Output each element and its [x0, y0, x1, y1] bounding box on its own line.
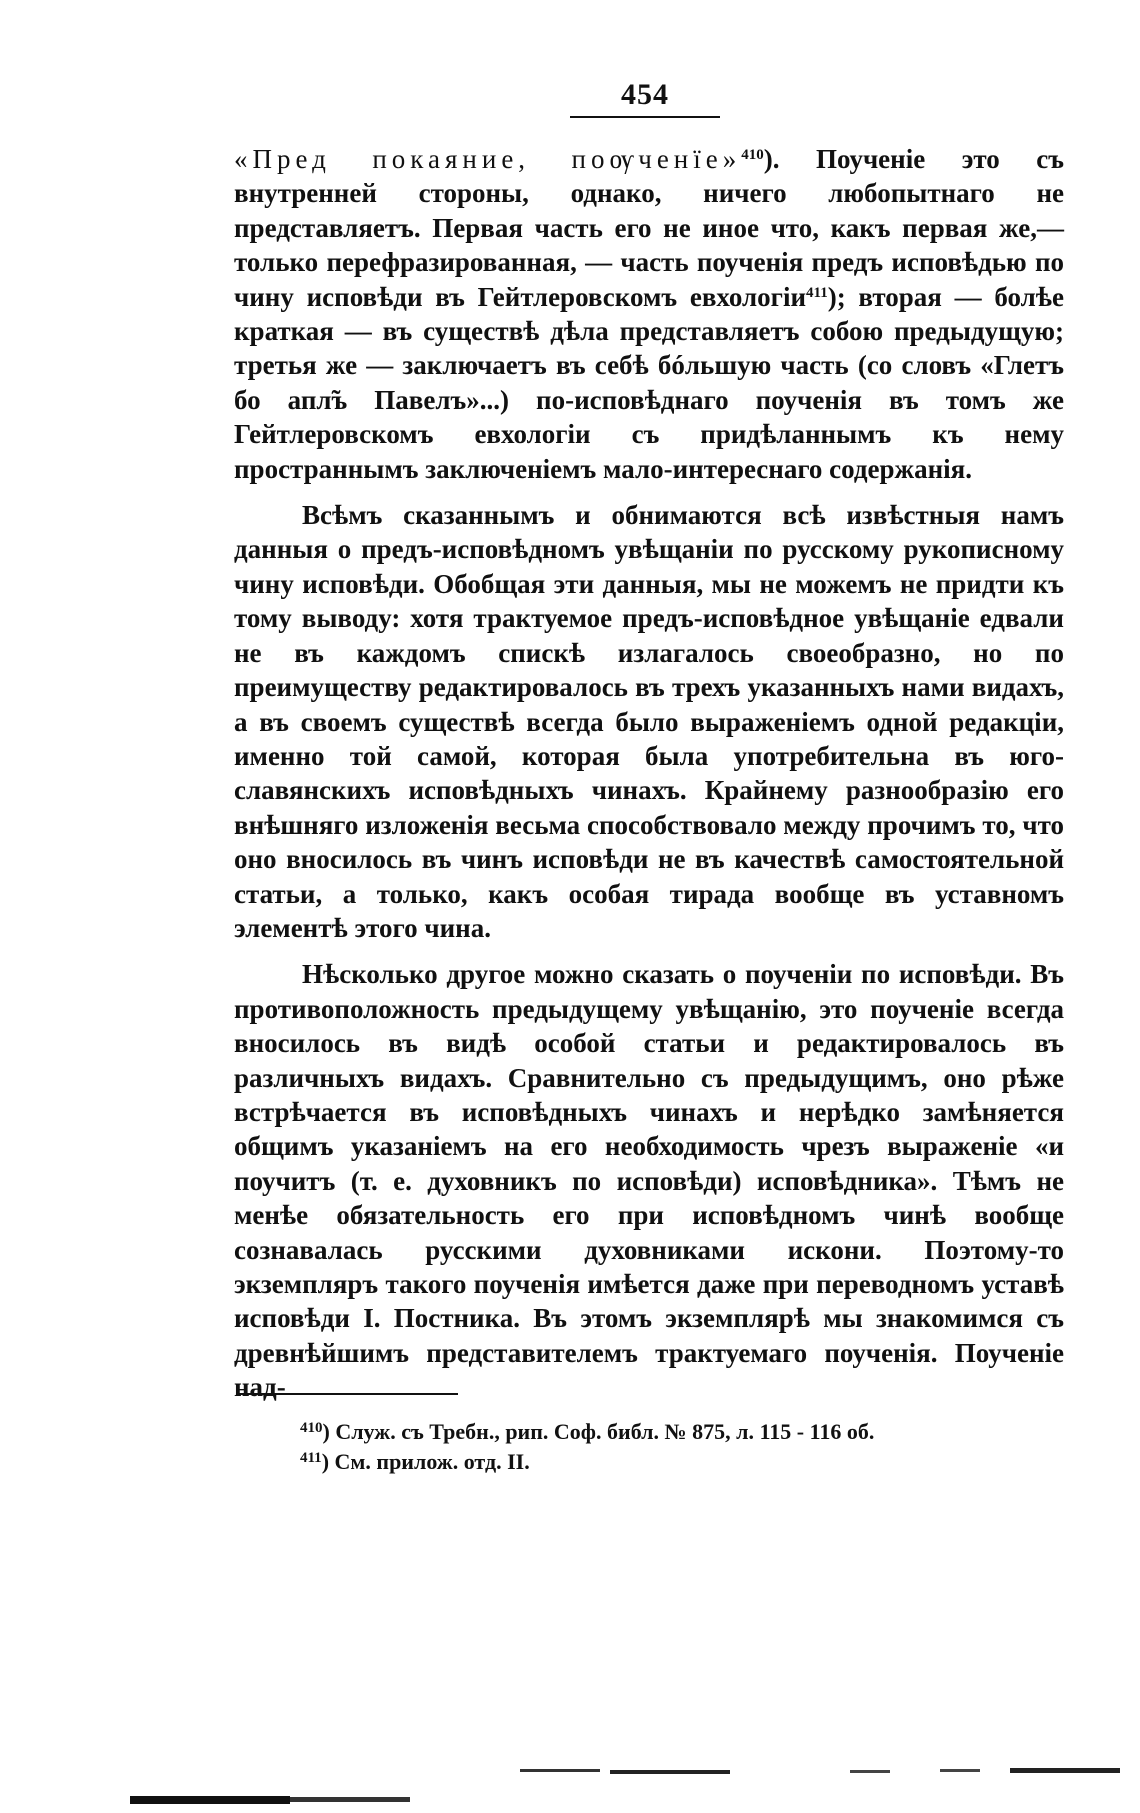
footnote-text: ) См. прилож. отд. II.: [321, 1449, 530, 1474]
paragraph-2: Всѣмъ сказаннымъ и обнимаются всѣ извѣстныя намъ данныя о предъ-исповѣдномъ увѣщаніи по русскому рукописному чину исповѣди. Обобщая эти данныя, мы не можемъ не придти къ тому выводу: хотя трактуемое предъ-исповѣдное увѣщаніе едвали не въ каждомъ спискѣ излагалось своеобразно, но по преимуществу редактировалось въ трехъ указанныхъ нами видахъ, а въ своемъ существѣ всегда было выраженіемъ одной редакціи, именно той самой, которая была употребительна въ юго-славянскихъ исповѣдныхъ чинахъ. Крайнему разнообразію его внѣшняго изложенія весьма способствовало между прочимъ то, что оно вносилось въ чинъ исповѣди не въ качествѣ самостоятельной статьи, а только, какъ особая тирада вообще въ уставномъ элементѣ этого чина.: [234, 500, 1064, 943]
paragraph-3: Нѣсколько другое можно сказать о поученіи по исповѣди. Въ противоположность предыдущему увѣщанію, это поученіе всегда вносилось въ видѣ особой статьи и редактировалось въ различныхъ видахъ. Сравнительно съ предыдущимъ, оно рѣже встрѣчается въ исповѣдныхъ чинахъ и нерѣдко замѣняется общимъ указаніемъ на его необходимость чрезъ выраженіе «и поучитъ (т. е. духовникъ по исповѣди) исповѣдника». Тѣмъ не менѣе обязательность его при исповѣдномъ чинѣ вообще сознавалась русскими духовниками искони. Поэтому-то экземпляръ такого поученія имѣется даже при переводномъ уставѣ исповѣди І. Постника. Въ этомъ экземплярѣ мы знакомимся съ древнѣйшимъ представителемъ трактуемаго поученія. Поученіе над-: [234, 959, 1064, 1403]
footnotes: [300, 1417, 1040, 1477]
footnote-410: [300, 1417, 1040, 1447]
footnote-ref-410[interactable]: 410: [741, 147, 764, 163]
paragraph-1-text-cont: ); вторая — болѣе краткая — въ существѣ дѣла представляетъ собою предыдущую; третья же — заключаетъ въ себѣ бóльшую часть (со словъ «Глетъ бо апл̃ъ Павелъ»...) по-исповѣднаго поученія въ томъ же Гейтлеровскомъ евхологіи съ придѣланнымъ къ нему пространнымъ заключеніемъ мало-интереснаго содержанія.: [234, 281, 1064, 484]
page-number: 454: [570, 78, 720, 118]
paragraph-1: [234, 142, 1064, 486]
footnote-text: ) Служ. съ Требн., рип. Соф. библ. № 875, л. 115 - 116 об.: [322, 1419, 875, 1444]
quoted-title: «Пред покаяние, поѹченїе»: [234, 144, 742, 174]
paragraph-1-text: ). Поученіе это съ внутренней стороны, однако, ничего любопытнаго не представляетъ. Первая часть его не иное что, какъ первая же,—только перефразированная, — часть поученія предъ исповѣдью по чину исповѣди въ Гейтлеровскомъ евхологіи: [234, 144, 1064, 312]
footnote-mark: 410: [300, 1420, 323, 1436]
footnote-411: [300, 1447, 1040, 1477]
footnote-divider: [236, 1393, 458, 1395]
footnote-ref-411[interactable]: 411: [806, 284, 828, 301]
scan-artifacts: [0, 1740, 1140, 1813]
main-text: [234, 142, 1064, 1405]
footnote-mark: 411: [300, 1450, 322, 1466]
